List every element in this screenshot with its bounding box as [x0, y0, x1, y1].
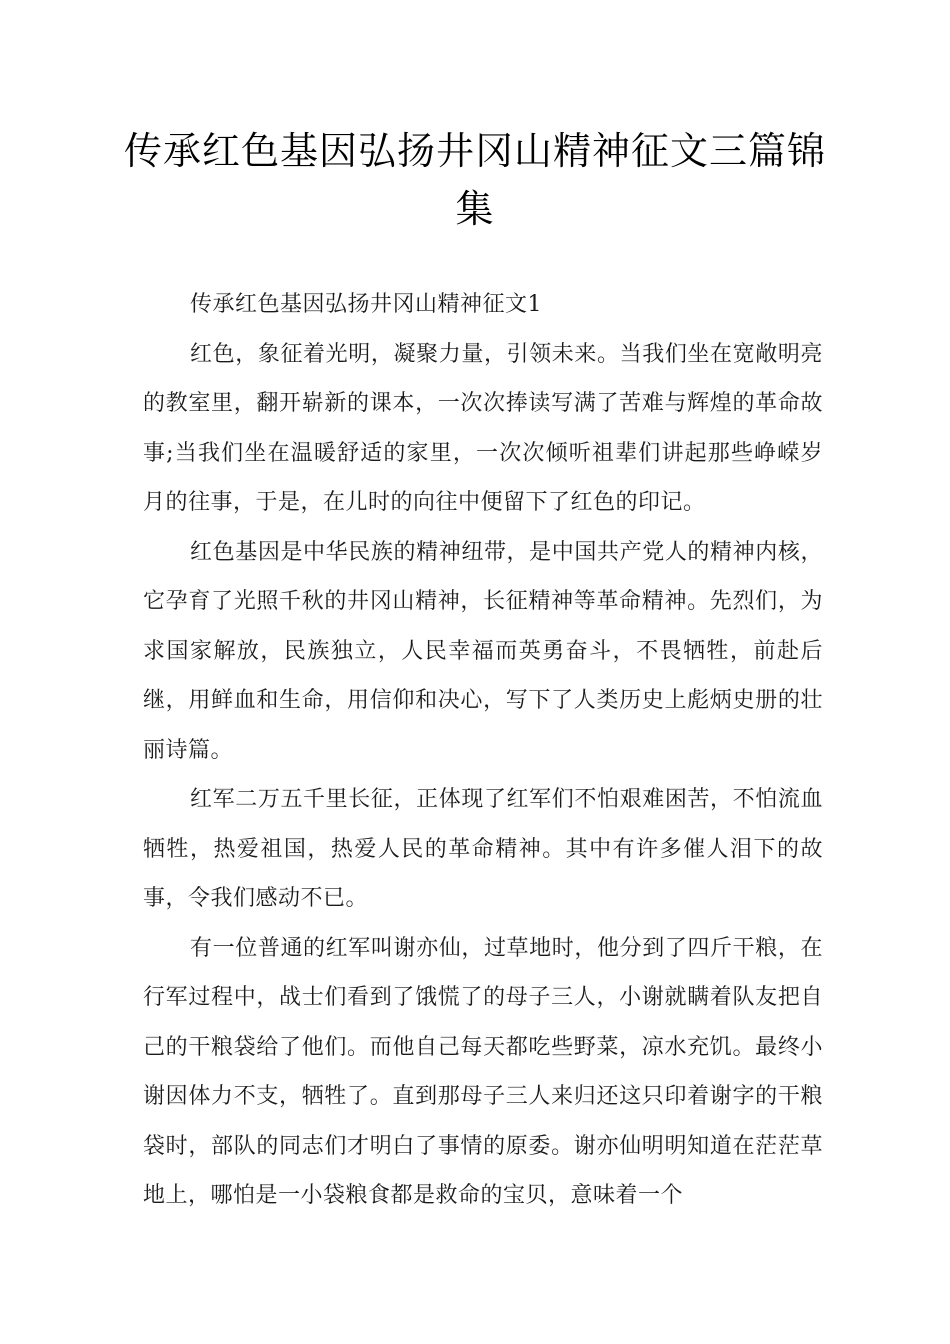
- paragraph: 红色，象征着光明，凝聚力量，引领未来。当我们坐在宽敞明亮的教室里，翻开崭新的课本，一次次捧读写满了苦难与辉煌的革命故事;当我们坐在温暖舒适的家里，一次次倾听祖辈们讲起那些峥嵘岁月的往事，于是，在儿时的向往中便留下了红色的印记。: [143, 341, 823, 515]
- paragraph: 有一位普通的红军叫谢亦仙，过草地时，他分到了四斤干粮，在行军过程中，战士们看到了饿慌了的母子三人，小谢就瞒着队友把自己的干粮袋给了他们。而他自己每天都吃些野菜，凉水充饥。最终小谢因体力不支，牺牲了。直到那母子三人来归还这只印着谢字的干粮袋时，部队的同志们才明白了事情的原委。谢亦仙明明知道在茫茫草地上，哪怕是一小袋粮食都是救命的宝贝，意味着一个: [143, 935, 823, 1208]
- document-title: 传承红色基因弘扬井冈山精神征文三篇锦集: [123, 129, 826, 231]
- section-subheading: 传承红色基因弘扬井冈山精神征文1: [190, 292, 542, 317]
- paragraph: 红色基因是中华民族的精神纽带，是中国共产党人的精神内核，它孕育了光照千秋的井冈山精神，长征精神等革命精神。先烈们，为求国家解放，民族独立，人民幸福而英勇奋斗，不畏牺牲，前赴后继，用鲜血和生命，用信仰和决心，写下了人类历史上彪炳史册的壮丽诗篇。: [143, 539, 823, 763]
- paragraph: 红军二万五千里长征，正体现了红军们不怕艰难困苦，不怕流血牺牲，热爱祖国，热爱人民的革命精神。其中有许多催人泪下的故事，令我们感动不已。: [143, 787, 823, 911]
- document-body: [143, 280, 823, 1221]
